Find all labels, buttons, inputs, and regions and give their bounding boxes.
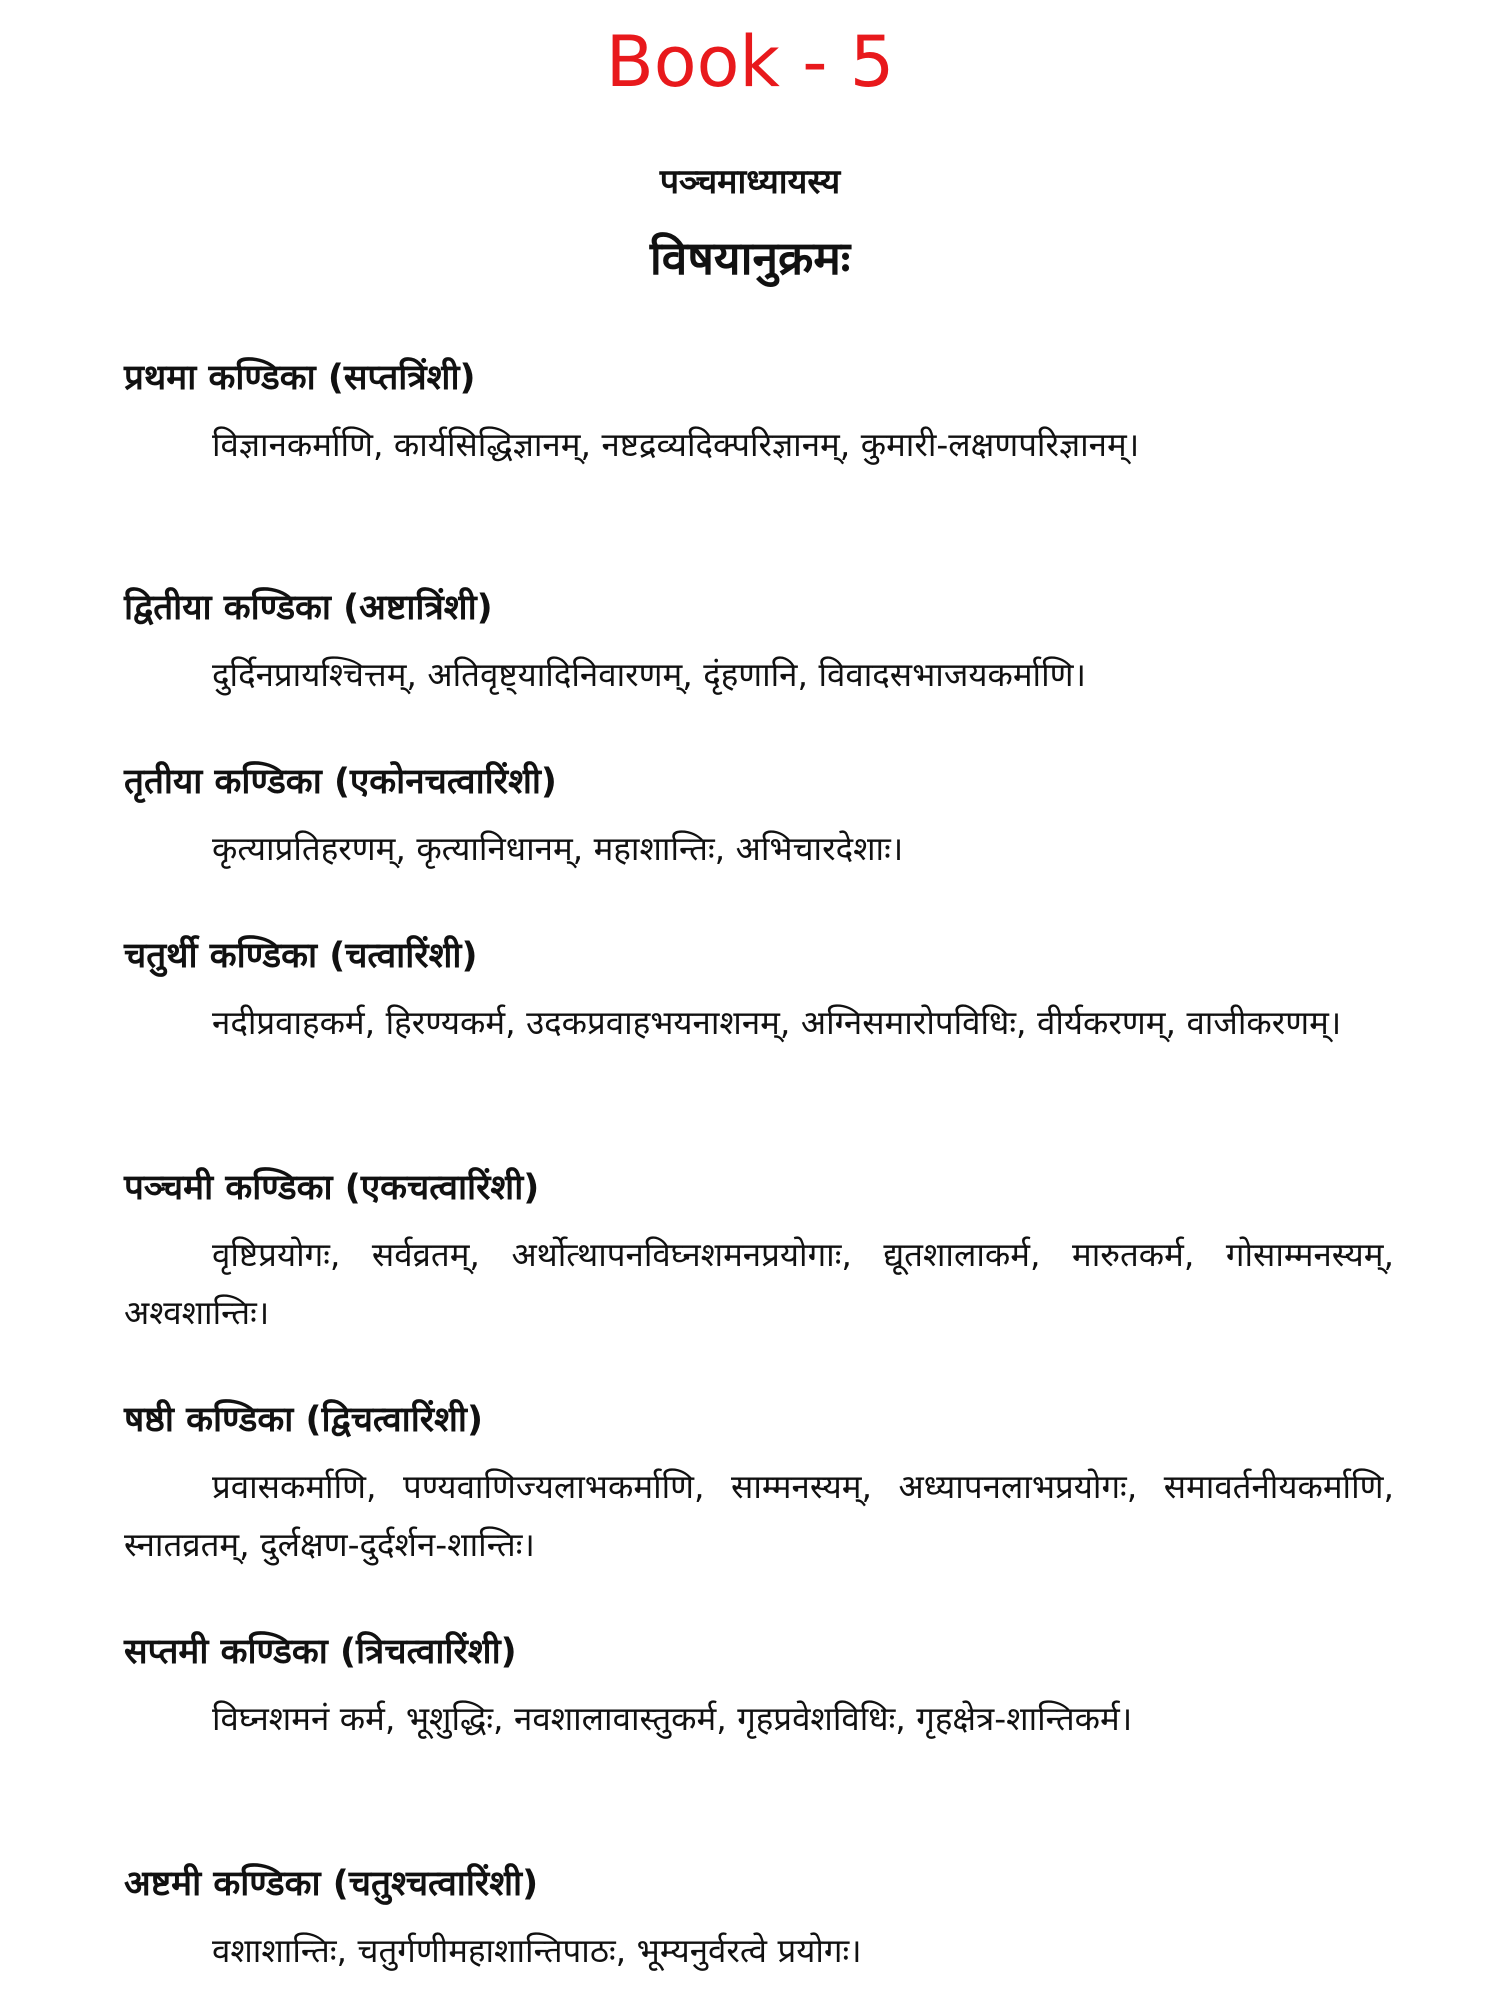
- section-body: नदीप्रवाहकर्म, हिरण्यकर्म, उदकप्रवाहभयनाशनम्, अग्निसमारोपविधिः, वीर्यकरणम्, वाजीकरणम्।: [212, 1003, 1342, 1042]
- section-heading: द्वितीया कण्डिका (अष्टात्रिंशी): [124, 588, 493, 628]
- section-body: कृत्याप्रतिहरणम्, कृत्यानिधानम्, महाशान्तिः, अभिचारदेशाः।: [212, 829, 904, 868]
- section-4: [124, 932, 1394, 1052]
- section-5: [124, 1164, 1394, 1342]
- section-heading: चतुर्थी कण्डिका (चत्वारिंशी): [124, 936, 478, 976]
- section-body: वृष्टिप्रयोगः, सर्वव्रतम्, अर्थोत्थापनविघ्नशमनप्रयोगाः, द्यूतशालाकर्म, मारुतकर्म, गोसाम्मनस्यम्, अश्वशान्तिः।: [124, 1235, 1394, 1332]
- section-body: दुर्दिनप्रायश्चित्तम्, अतिवृष्ट्यादिनिवारणम्, दृंहणानि, विवादसभाजयकर्माणि।: [212, 655, 1087, 694]
- section-6: [124, 1396, 1394, 1574]
- section-heading: पञ्चमी कण्डिका (एकचत्वारिंशी): [124, 1168, 540, 1208]
- section-7: [124, 1628, 1394, 1748]
- section-heading: सप्तमी कण्डिका (त्रिचत्वारिंशी): [124, 1632, 517, 1672]
- section-1: [124, 354, 1394, 474]
- section-heading: षष्ठी कण्डिका (द्विचत्वारिंशी): [124, 1400, 483, 1440]
- section-body: प्रवासकर्माणि, पण्यवाणिज्यलाभकर्माणि, साम्मनस्यम्, अध्यापनलाभप्रयोगः, समावर्तनीयकर्माणि, स्नातव्रतम्, दुर्लक्षण-दुर्दर्शन-शान्तिः।: [124, 1467, 1394, 1564]
- section-body: विज्ञानकर्माणि, कार्यसिद्धिज्ञानम्, नष्टद्रव्यदिक्परिज्ञानम्, कुमारी-लक्षणपरिज्ञानम्।: [212, 425, 1140, 464]
- section-heading: तृतीया कण्डिका (एकोनचत्वारिंशी): [124, 762, 557, 802]
- book-title: Book - 5: [605, 21, 895, 103]
- section-body: वशाशान्तिः, चतुर्गणीमहाशान्तिपाठः, भूम्यनुर्वरत्वे प्रयोगः।: [212, 1931, 862, 1970]
- section-heading: अष्टमी कण्डिका (चतुश्चत्वारिंशी): [124, 1864, 539, 1904]
- section-2: [124, 584, 1394, 704]
- chapter-subtitle: पञ्चमाध्यायस्य: [659, 162, 841, 202]
- section-8: [124, 1860, 1394, 1980]
- section-3: [124, 758, 1394, 878]
- section-heading: प्रथमा कण्डिका (सप्तत्रिंशी): [124, 358, 476, 398]
- chapter-title: विषयानुक्रमः: [649, 231, 851, 285]
- section-body: विघ्नशमनं कर्म, भूशुद्धिः, नवशालावास्तुकर्म, गृहप्रवेशविधिः, गृहक्षेत्र-शान्तिकर्म।: [212, 1699, 1133, 1738]
